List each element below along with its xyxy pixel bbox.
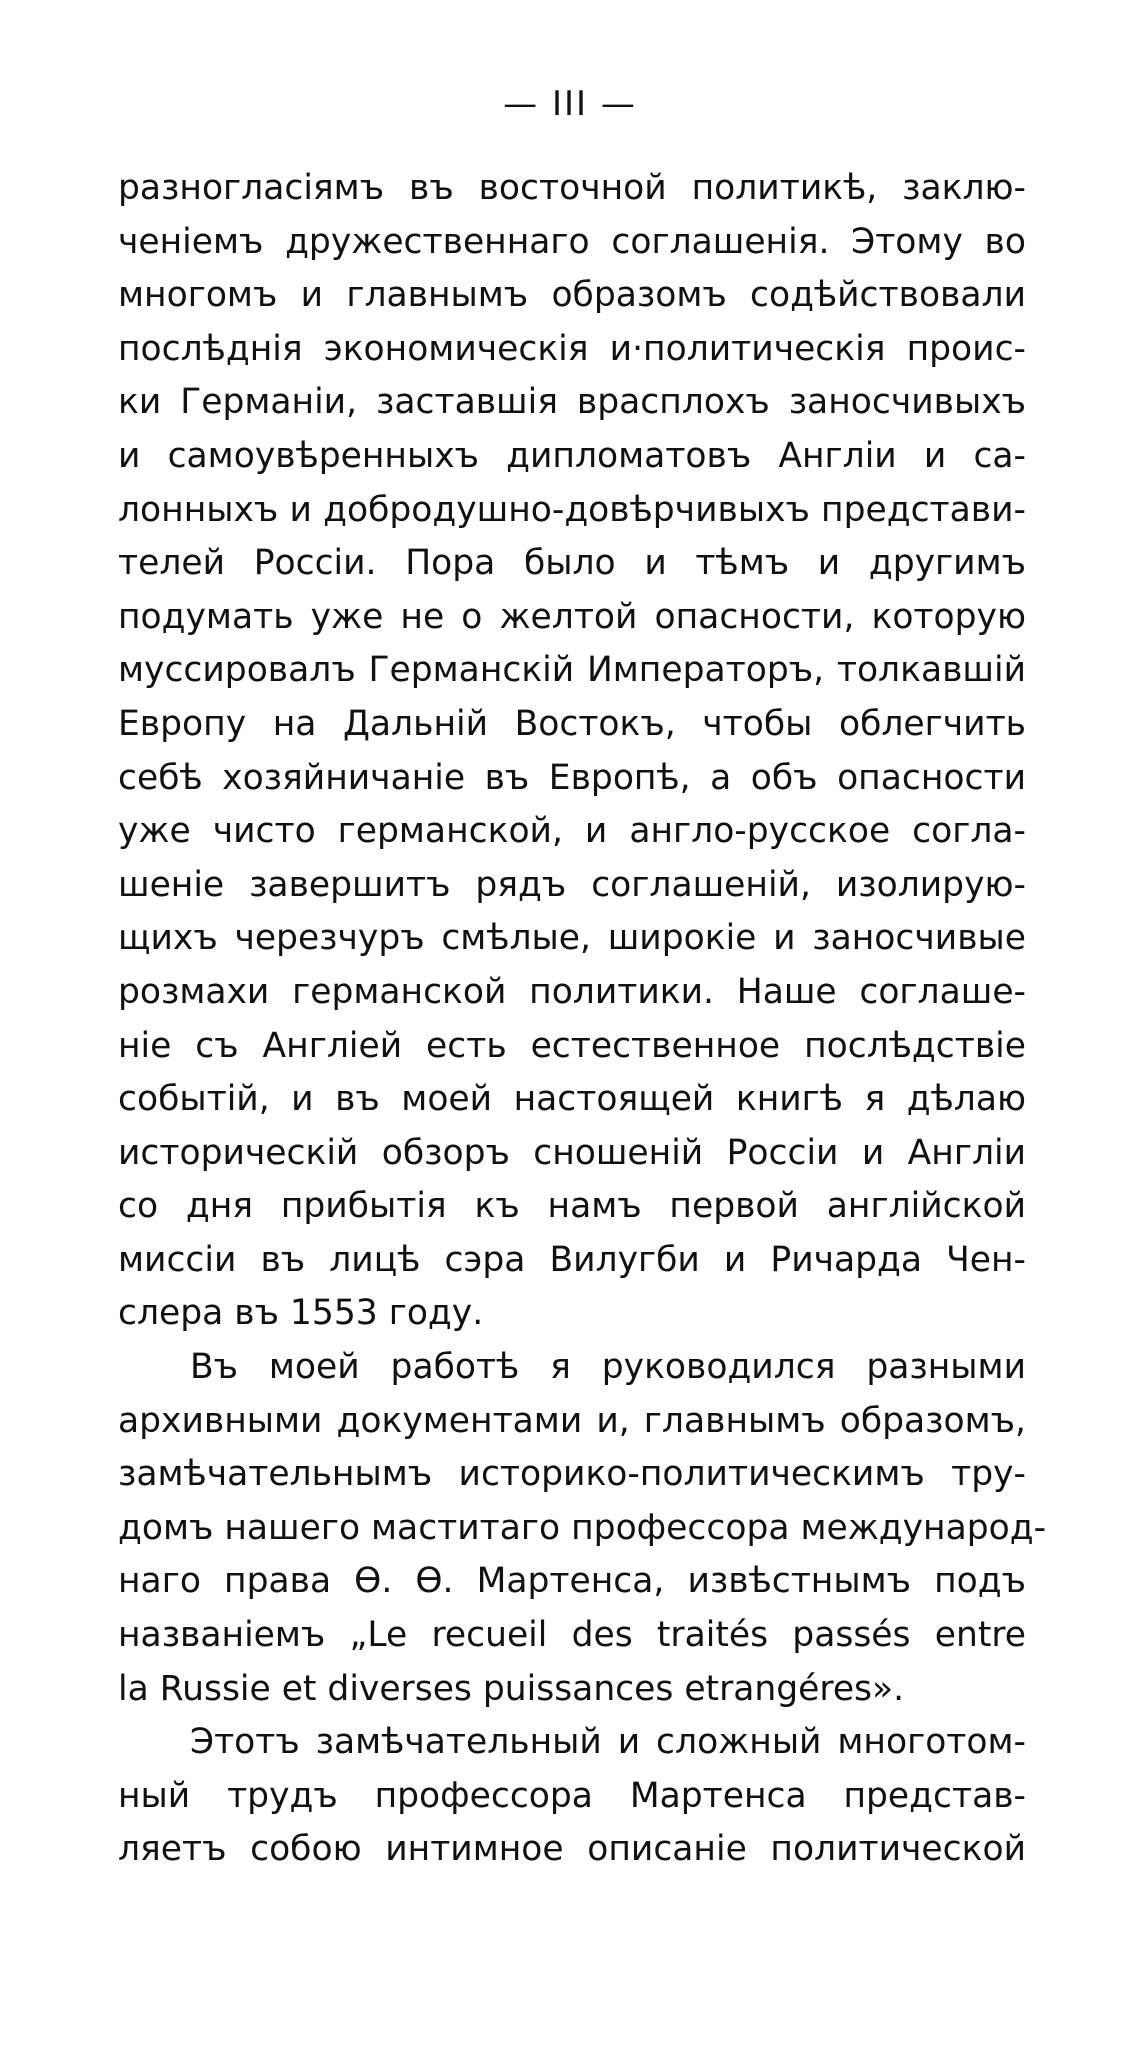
text-line: муссировалъ Германскiй Императоръ, толкавшiй: [118, 650, 1026, 691]
text-line: телей Россiи. Пора было и тѣмъ и другимъ: [118, 543, 1026, 584]
text-line: слера въ 1553 году.: [118, 1293, 484, 1334]
text-line: Этотъ замѣчательный и сложный многотом-: [190, 1722, 1026, 1763]
text-line: розмахи германской политики. Наше соглаше-: [118, 971, 1026, 1012]
text-line: нiе съ Англiей есть естественное послѣдствiе: [118, 1025, 1026, 1066]
text-line: ляетъ собою интимное описанiе политической: [118, 1829, 1026, 1870]
text-line: домъ нашего маститаго профессора международ-: [118, 1507, 1047, 1548]
text-line: ченiемъ дружественнаго соглашенiя. Этому во: [118, 221, 1026, 262]
text-line: со дня прибытiя къ намъ первой англiйской: [118, 1186, 1026, 1227]
text-line: шенiе завершитъ рядъ соглашенiй, изолирую-: [118, 864, 1026, 905]
text-line: ки Германiи, заставшiя врасплохъ заносчивыхъ: [118, 382, 1026, 423]
text-line: подумать уже не о желтой опасности, которую: [118, 596, 1026, 637]
text-line: миссiи въ лицѣ сэра Вилугби и Ричарда Чен-: [118, 1239, 1026, 1280]
text-line: событiй, и въ моей настоящей книгѣ я дѣлаю: [118, 1079, 1026, 1120]
page-number: — III —: [503, 84, 637, 124]
text-line: Въ моей работѣ я руководился разными: [190, 1347, 1026, 1388]
text-line: la Russie et diverses puissances etrangéres».: [118, 1668, 905, 1709]
text-line: послѣднiя экономическiя и·политическiя проис-: [118, 328, 1026, 369]
text-line: Европу на Дальнiй Востокъ, чтобы облегчить: [118, 703, 1026, 744]
text-line: наго права Ѳ. Ѳ. Мартенса, извѣстнымъ подъ: [118, 1561, 1026, 1602]
text-line: щихъ черезчуръ смѣлые, широкiе и заносчивые: [118, 918, 1026, 959]
text-line: многомъ и главнымъ образомъ содѣйствовали: [118, 275, 1026, 316]
text-line: ный трудъ профессора Мартенса представ-: [118, 1775, 1026, 1816]
text-line: архивными документами и, главнымъ образомъ,: [118, 1400, 1026, 1441]
text-line: разногласiямъ въ восточной политикѣ, заклю-: [118, 168, 1026, 208]
text-line: историческiй обзоръ сношенiй Россiи и Англiи: [118, 1132, 1026, 1173]
text-line: и самоувѣренныхъ дипломатовъ Англiи и са-: [118, 435, 1026, 476]
body-text: [118, 162, 1047, 1877]
text-line: уже чисто германской, и англо-русское согла-: [118, 811, 1026, 852]
text-line: себѣ хозяйничанiе въ Европѣ, а объ опасности: [118, 757, 1026, 798]
text-line: замѣчательнымъ историко-политическимъ тру-: [118, 1454, 1026, 1495]
text-line: лонныхъ и добродушно-довѣрчивыхъ представи-: [118, 489, 1026, 530]
text-line: названiемъ „Le recueil des traités passés entre: [118, 1615, 1026, 1656]
